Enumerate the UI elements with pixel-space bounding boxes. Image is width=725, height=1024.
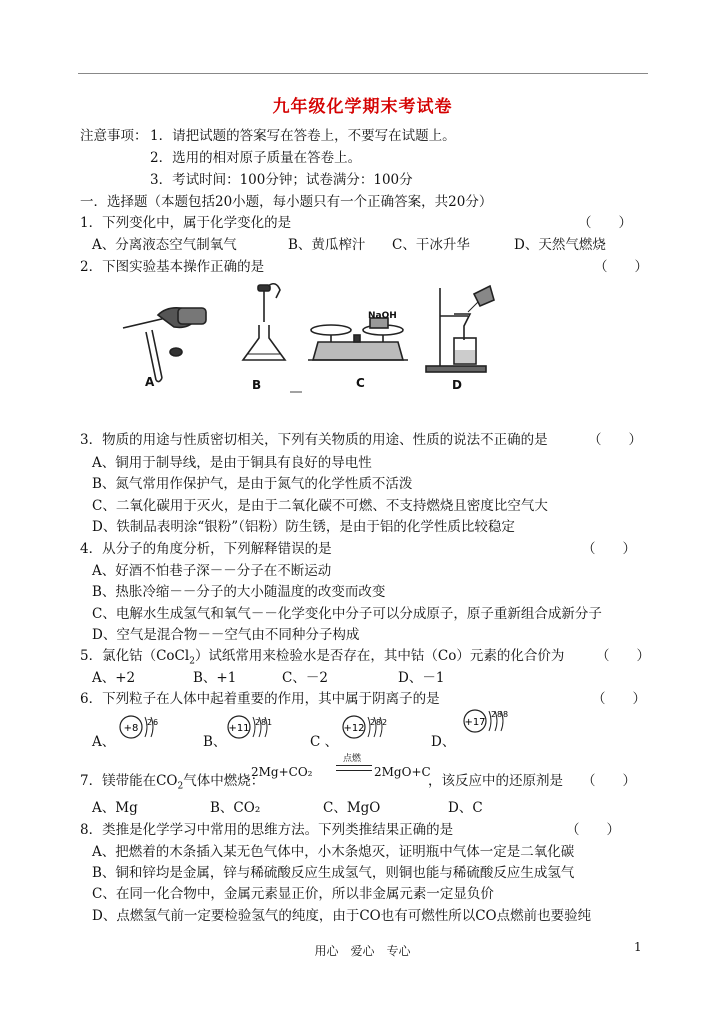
q8-option-c: C、在同一化合物中，金属元素显正价，所以非金属元素一定显负价 [92,886,494,902]
q5-option-a: A、+2 [92,670,136,686]
svg-text:+11: +11 [228,723,250,734]
svg-text:6: 6 [153,718,159,727]
q6-answer-paren: （ ） [592,691,646,707]
note-item-2: 2．选用的相对原子质量在答卷上。 [150,150,362,166]
svg-text:2: 2 [382,718,388,727]
q1-option-a: A、分离液态空气制氧气 [92,237,237,253]
svg-text:2: 2 [491,710,497,719]
figure-label-d: D [452,378,462,392]
q7-option-d: D、C [448,800,483,816]
figure-label-b: B [252,378,262,392]
q6-stem: 6．下列粒子在人体中起着重要的作用，其中属于阴离子的是 [80,691,440,707]
section-heading: 一．选择题（本题包括20小题，每小题只有一个正确答案，共20分） [80,194,493,210]
q7-stem-end: ，该反应中的还原剂是 [428,773,563,789]
figure-label-c: C [356,376,365,390]
page-footer: 用心 爱心 专心 [314,944,411,958]
q5-option-d: D、－1 [398,670,445,686]
figure-b-flask [243,284,285,360]
note-item-3: 3．考试时间：100分钟；试卷满分：100分 [150,172,413,188]
q3-option-a: A、铜用于制导线，是由于铜具有良好的导电性 [92,455,372,471]
q1-option-c: C、干冰升华 [392,237,470,253]
q5-answer-paren: （ ） [596,648,650,664]
lab-operations-figure [118,280,498,398]
q2-answer-paren: （ ） [594,259,648,275]
note-item-1: 1．请把试题的答案写在答卷上，不要写在试题上。 [150,128,456,144]
q7-option-c: C、MgO [323,800,381,816]
q6-option-d: D、 [431,734,456,750]
naoh-label: NaOH [368,311,397,321]
q4-stem: 4．从分子的角度分析，下列解释错误的是 [80,541,332,557]
svg-text:+8: +8 [123,723,139,734]
svg-text:1: 1 [267,718,273,727]
q7-answer-paren: （ ） [582,773,636,789]
notes-label: 注意事项： [80,128,148,144]
page-number: 1 [634,940,642,954]
q4-answer-paren: （ ） [582,541,636,557]
q7-equation-condition: 点燃 [343,754,362,764]
q7-option-a: A、Mg [92,800,138,816]
q8-option-d: D、点燃氢气前一定要检验氢气的纯度，由于CO也有可燃性所以CO点燃前也要验纯 [92,908,592,924]
q7-stem: 7．镁带能在$CO_2$气体中燃烧： [80,773,265,792]
figure-a-test-tube [123,308,206,382]
q5-stem: 5．氯化钴（CoCl$_2$）试纸常用来检验水是否存在，其中钴（Co）元素的化合价为 [80,648,565,667]
q5-option-c: C、－2 [282,670,328,686]
q7-equation-sign [336,765,372,771]
q1-option-d: D、天然气燃烧 [514,237,606,253]
q3-option-b: B、氮气常用作保护气，是由于氮气的化学性质不活泼 [92,476,413,492]
q4-option-a: A、好酒不怕巷子深－－分子在不断运动 [92,563,332,579]
q6-option-c: C 、 [310,734,339,750]
q8-option-a: A、把燃着的木条插入某无色气体中，小木条熄灭，证明瓶中气体一定是二氧化碳 [92,844,575,860]
figure-c-balance [308,318,408,360]
q4-option-b: B、热胀冷缩－－分子的大小随温度的改变而改变 [92,584,386,600]
q3-stem: 3．物质的用途与性质密切相关，下列有关物质的用途、性质的说法不正确的是 [80,432,548,448]
q8-stem: 8．类推是化学学习中常用的思维方法。下列类推结果正确的是 [80,822,454,838]
svg-text:2: 2 [147,718,153,727]
q4-option-d: D、空气是混合物－－空气由不同种分子构成 [92,627,360,643]
q5-option-b: B、+1 [193,670,237,686]
figure-label-a: A [145,375,155,389]
svg-text:8: 8 [376,718,382,727]
q6-option-a: A、 [92,734,116,750]
q7-option-b: B、CO₂ [210,800,261,816]
page-title: 九年级化学期末考试卷 [272,97,453,117]
q8-answer-paren: （ ） [566,822,620,838]
q3-option-d: D、铁制品表明涂“银粉”（铝粉）防生锈，是由于铝的化学性质比较稳定 [92,519,515,535]
q3-answer-paren: （ ） [588,432,642,448]
q1-option-b: B、黄瓜榨汁 [288,237,366,253]
atom-structure-c [341,714,397,742]
q6-option-b: B、 [203,734,227,750]
svg-text:8: 8 [503,710,509,719]
svg-text:+17: +17 [464,717,486,728]
svg-text:2: 2 [255,718,261,727]
q7-equation-right: 2MgO+C [374,765,431,779]
q4-option-c: C、电解水生成氢气和氧气－－化学变化中分子可以分成原子，原子重新组合成新分子 [92,606,602,622]
atom-structure-d [462,708,522,736]
atom-structure-b [226,714,282,742]
svg-text:+12: +12 [343,723,365,734]
svg-text:8: 8 [261,718,267,727]
q8-option-b: B、铜和锌均是金属，锌与稀硫酸反应生成氢气，则铜也能与稀硫酸反应生成氢气 [92,865,575,881]
svg-text:8: 8 [497,710,503,719]
atom-structure-a [118,714,168,742]
figure-d-filtration [426,286,494,372]
q2-stem: 2．下图实验基本操作正确的是 [80,259,265,275]
q1-answer-paren: （ ） [578,215,632,231]
header-rule [78,73,648,74]
q1-stem: 1．下列变化中，属于化学变化的是 [80,215,292,231]
svg-text:2: 2 [370,718,376,727]
q7-equation-left: 2Mg+CO₂ [251,765,313,779]
q3-option-c: C、二氧化碳用于灭火，是由于二氧化碳不可燃、不支持燃烧且密度比空气大 [92,498,548,514]
